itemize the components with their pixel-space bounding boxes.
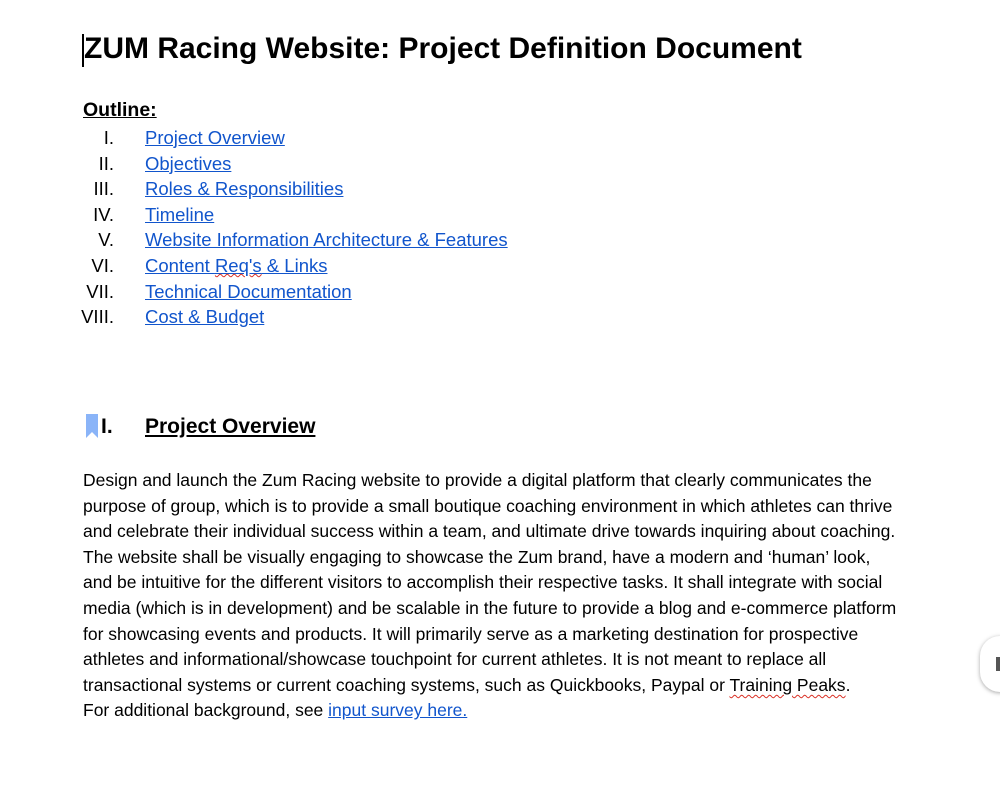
section-title: Project Overview — [145, 415, 316, 438]
paragraph-text: . — [845, 674, 851, 695]
outline-link-text: Content — [145, 254, 215, 276]
paragraph — [83, 545, 903, 699]
outline-number: I. — [103, 127, 114, 148]
outline-link-text: & Links — [261, 254, 328, 276]
paragraph — [83, 698, 903, 724]
outline-link-cost[interactable]: Cost & Budget — [145, 306, 265, 328]
outline-link-content[interactable] — [145, 253, 327, 279]
outline-number: III. — [93, 178, 114, 200]
survey-link[interactable]: input survey here. — [328, 700, 468, 721]
outline-link-roles[interactable]: Roles & Responsibilities — [145, 178, 344, 200]
section-body — [83, 468, 903, 724]
outline-link-technical[interactable]: Technical Documentation — [145, 280, 352, 302]
outline-number: VII. — [86, 280, 114, 302]
paragraph-text: For additional background, see — [83, 700, 329, 721]
paragraph-text: The website shall be visually engaging to showcase the Zum brand, have a modern and ‘human’ look, and be intuitive for the different visitors to accomplish their respective tasks. It shall integrate with social media (which is in development) and be scalable in the future to provide a blog and e-commerce platform for showcasing events and products. It will primarily serve as a marketing destination for prospective athletes and informational/showcase touchpoint for current athletes. It is not meant to replace all transactional systems or current coaching systems, such as Quickbooks, Paypal or — [83, 546, 897, 695]
bookmark-icon[interactable] — [86, 414, 98, 438]
paragraph: Design and launch the Zum Racing website to provide a digital platform that clearly communicates the purpose of group, which is to provide a small boutique coaching environment in which athletes can thrive and celebrate their individual success within a team, and ultimate drive towards inquiring about coaching. — [83, 470, 896, 542]
outline-number: VIII. — [81, 306, 114, 328]
outline-link-architecture[interactable]: Website Information Architecture & Features — [145, 229, 508, 251]
spellcheck-word[interactable]: Training Peaks — [729, 674, 846, 695]
outline-number: IV. — [93, 203, 114, 225]
outline-heading: Outline: — [83, 99, 157, 121]
outline-number: II. — [98, 152, 114, 174]
document-title[interactable]: ZUM Racing Website: Project Definition Document — [84, 32, 802, 65]
side-panel-toggle-icon — [996, 657, 1000, 671]
section-number: I. — [101, 415, 113, 438]
outline-number: V. — [98, 229, 114, 251]
outline-link-objectives[interactable]: Objectives — [145, 152, 232, 174]
outline-link-timeline[interactable]: Timeline — [145, 203, 215, 225]
outline-number: VI. — [91, 254, 114, 276]
spellcheck-word[interactable]: Req's — [214, 254, 262, 276]
outline-link-project-overview[interactable]: Project Overview — [145, 127, 285, 148]
